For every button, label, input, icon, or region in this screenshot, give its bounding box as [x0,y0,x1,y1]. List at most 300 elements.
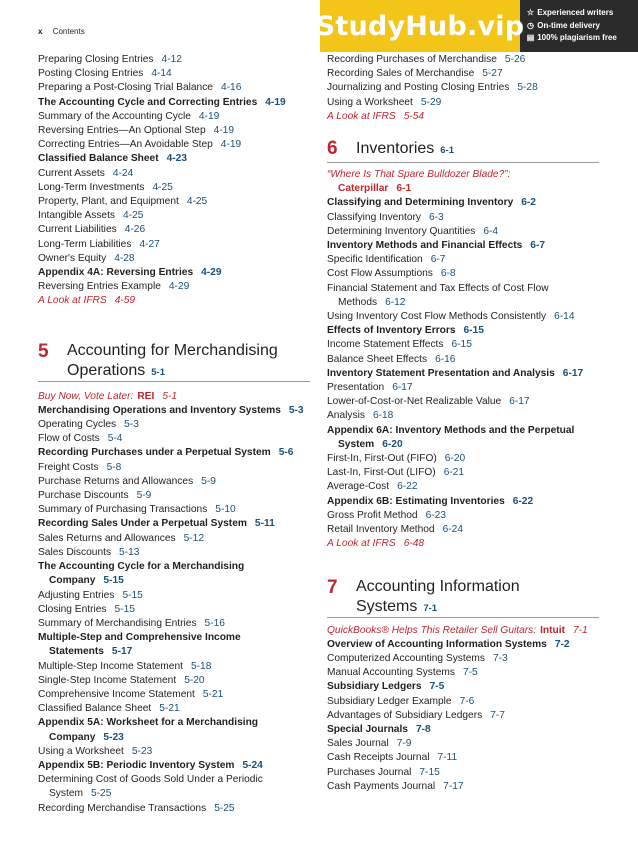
toc-entry-page: 5-15 [103,575,124,587]
toc-entry-page: 5-3 [124,419,139,431]
toc-entry-title: Gross Profit Method [327,509,418,521]
toc-entry-page: 5-24 [242,759,263,771]
toc-entry-page: 5-8 [106,461,122,473]
toc-entry[interactable] [38,716,310,730]
toc-entry[interactable] [327,409,599,423]
toc-entry-title: Single-Step Income Statement [38,674,177,686]
toc-entry[interactable] [38,252,310,266]
toc-entry-page: 4-59 [114,295,136,307]
toc-entry-page: 5-17 [111,646,133,658]
toc-entry[interactable] [327,395,599,409]
toc-entry-title: Appendix 4A: Reversing Entries [38,267,194,279]
toc-entry[interactable] [38,181,310,195]
toc-entry[interactable] [38,110,310,124]
toc-entry-title: Company [49,731,96,743]
toc-entry-page: 7-15 [419,766,440,778]
toc-entry[interactable] [38,446,310,460]
toc-entry[interactable] [38,731,310,745]
toc-entry-title: Merchandising Operations and Inventory Systems [38,404,281,416]
toc-entry-title: Cost Flow Assumptions [327,268,433,280]
toc-entry[interactable] [327,438,599,452]
toc-entry[interactable] [38,53,310,67]
toc-entry-title: Adjusting Entries [38,589,115,601]
toc-entry-title: Effects of Inventory Errors [327,325,456,337]
toc-entry-page: 4-25 [123,210,144,222]
toc-entry-page: 5-18 [190,660,212,672]
toc-entry-title: Summary of Purchasing Transactions [38,504,208,516]
toc-entry-page: 6-4 [483,225,499,237]
toc-entry-page: 5-6 [278,447,294,459]
chapter6-entries [327,168,599,551]
toc-entry-page: 6-1 [396,183,412,195]
toc-entry[interactable] [327,509,599,523]
toc-entry-page: 5-4 [107,433,123,445]
toc-entry[interactable] [327,338,599,352]
toc-entry-title: Reversing Entries Example [38,281,161,293]
toc-entry-title: Computerized Accounting Systems [327,652,485,664]
toc-entry[interactable] [38,489,310,503]
toc-entry-title: Retail Inventory Method [327,524,435,536]
toc-entry-page: 5-9 [136,490,152,502]
feature-item: ◷ On-time delivery [526,20,617,33]
toc-entry[interactable] [327,751,599,765]
toc-entry-page: 6-21 [443,467,465,479]
toc-entry-title: The Accounting Cycle for a Merchandising [38,561,245,573]
toc-entry-page: 6-15 [463,325,484,337]
chapter-6-heading[interactable] [327,138,599,163]
toc-entry-title: Lower-of-Cost-or-Net Realizable Value [327,396,502,408]
toc-entry-title: Cash Payments Journal [327,780,436,792]
toc-entry-title: Recording Sales Under a Perpetual System [38,518,247,530]
toc-entry[interactable] [38,745,310,759]
toc-entry-page: 7-1 [572,624,588,636]
toc-entry-title: Inventory Methods and Financial Effects [327,240,523,252]
toc-entry-title: A Look at IFRS [38,295,107,307]
toc-entry-page: 5-26 [504,54,526,65]
toc-entry-page: 7-7 [490,709,505,721]
toc-entry-page: 6-2 [521,197,536,209]
toc-entry[interactable] [38,390,310,404]
toc-entry[interactable] [327,110,599,124]
toc-entry[interactable] [327,267,599,281]
toc-entry-title: Recording Purchases under a Perpetual System [38,447,271,459]
chapter-number: 5 [38,340,49,362]
toc-entry[interactable] [38,67,310,81]
toc-entry-title: Comprehensive Income Statement [38,688,195,700]
toc-entry[interactable] [38,517,310,531]
toc-entry-page: 6-20 [444,453,466,465]
toc-entry[interactable] [327,537,599,551]
toc-entry-title: Determining Inventory Quantities [327,225,476,237]
toc-entry-page: 7-9 [396,738,412,750]
toc-entry-title: Recording Merchandise Transactions [38,802,207,814]
toc-entry-page: 6-3 [429,211,444,223]
toc-entry-title: Posting Closing Entries [38,68,144,80]
toc-entry[interactable] [327,310,599,324]
toc-entry-title: Manual Accounting Systems [327,667,455,679]
chapter-page: 7-1 [423,602,438,614]
toc-entry-page: 5-21 [202,688,224,700]
toc-entry-page: 5-20 [184,674,205,686]
toc-entry[interactable] [38,152,310,166]
toc-entry[interactable] [38,461,310,475]
toc-entry-page: 7-5 [429,681,445,693]
toc-entry[interactable] [327,296,599,310]
toc-entry-title: Methods [338,296,378,308]
page-number: x [38,27,43,36]
toc-entry-page: 4-26 [124,224,146,236]
left-column [38,53,310,816]
toc-entry-title: Owner's Equity [38,252,107,264]
toc-entry-page: 6-12 [385,296,406,308]
toc-entry-title: Subsidiary Ledgers [327,681,422,693]
toc-entry[interactable] [38,138,310,152]
toc-entry-title: Statements [49,646,104,658]
toc-entry[interactable] [327,196,599,210]
toc-entry-title: Specific Identification [327,254,423,266]
toc-entry-page: 5-29 [420,96,442,108]
toc-entry-page: 4-19 [213,125,235,137]
toc-entry[interactable] [327,624,599,638]
toc-entry-page: 4-12 [161,54,182,65]
toc-entry[interactable] [38,759,310,773]
toc-entry-company: Intuit [540,624,565,636]
toc-entry-page: 6-23 [425,509,446,521]
toc-entry-page: 6-20 [382,438,403,450]
toc-entry[interactable] [327,680,599,694]
toc-entry[interactable] [38,404,310,418]
toc-entry[interactable] [327,211,599,225]
feature-item: ☆ Experienced writers [526,7,617,20]
toc-entry[interactable] [38,432,310,446]
toc-entry-page: 7-6 [459,695,475,707]
toc-entry-page: 6-17 [509,396,530,408]
toc-entry[interactable] [327,253,599,267]
studyhub-banner[interactable] [315,0,638,52]
toc-entry-title: Using a Worksheet [38,745,124,757]
toc-entry-title: Inventory Statement Presentation and Analysis [327,367,555,379]
toc-entry-page: 7-3 [492,652,508,664]
toc-entry-title: Purchase Returns and Allowances [38,475,194,487]
toc-entry[interactable] [327,737,599,751]
toc-entry-page: 5-23 [103,731,124,743]
toc-entry-page: 7-5 [462,667,478,679]
chapter7-entries [327,624,599,794]
toc-entry-title: Classifying Inventory [327,211,421,223]
toc-entry-page: 5-21 [159,703,180,715]
toc-entry-page: 6-48 [403,538,425,550]
toc-entry-page: 6-17 [392,382,413,394]
toc-entry-title: Closing Entries [38,603,107,615]
toc-entry-page: 4-14 [151,68,172,80]
toc-entry[interactable] [327,367,599,381]
toc-entry-page: 4-29 [168,281,190,293]
toc-entry-title: Reversing Entries—An Optional Step [38,125,206,137]
toc-entry[interactable] [327,424,599,438]
toc-entry-title: Preparing Closing Entries [38,54,154,65]
toc-entry-title: Sales Discounts [38,546,112,558]
toc-entry[interactable] [327,695,599,709]
toc-entry-page: 5-13 [119,546,140,558]
toc-entry-title: Company [49,575,96,587]
toc-entry-page: 5-27 [482,68,503,80]
toc-entry-page: 5-9 [201,475,216,487]
toc-entry[interactable] [38,802,310,816]
toc-entry-title: Intangible Assets [38,210,116,222]
toc-entry-page: 7-17 [443,780,464,792]
toc-entry[interactable] [38,660,310,674]
toc-entry-title: Recording Purchases of Merchandise [327,54,497,65]
chapter-title: Accounting Information Systems 7-1 [356,577,520,615]
toc-entry-page: 5-3 [288,404,304,416]
toc-entry[interactable] [327,182,599,196]
toc-entry-title: Subsidiary Ledger Example [327,695,452,707]
toc-entry[interactable] [327,709,599,723]
toc-entry[interactable] [327,652,599,666]
toc-entry-title: Operating Cycles [38,419,117,431]
toc-entry[interactable] [327,666,599,680]
chapter-5-heading[interactable] [38,341,310,382]
toc-entry-title: Multiple-Step and Comprehensive Income [38,632,241,644]
toc-entry-title: Last-In, First-Out (LIFO) [327,467,436,479]
toc-entry-page: 4-25 [186,196,208,208]
toc-entry-title: Appendix 5A: Worksheet for a Merchandising [38,717,259,729]
toc-entry[interactable] [38,81,310,95]
toc-entry-page: 6-14 [554,311,575,323]
toc-entry-title: Purchases Journal [327,766,412,778]
toc-entry-page: 6-22 [397,481,418,493]
toc-entry[interactable] [38,294,310,308]
toc-entry-title: Current Liabilities [38,224,117,236]
toc-entry-title: Recording Sales of Merchandise [327,68,475,80]
toc-entry-title: Appendix 5B: Periodic Inventory System [38,759,235,771]
toc-entry-page: 5-15 [114,603,135,615]
chapter-title: Inventories 6-1 [356,140,454,158]
toc-entry-title: Long-Term Investments [38,181,145,193]
document-icon: ▤ [526,33,535,43]
toc-entry-title: Analysis [327,410,365,422]
toc-entry-title: Classified Balance Sheet [38,153,159,165]
toc-entry-title: Balance Sheet Effects [327,353,428,365]
toc-entry[interactable] [38,124,310,138]
toc-entry-title: A Look at IFRS [327,110,396,122]
toc-entry-page: 4-19 [198,110,220,122]
toc-entry-page: 4-24 [112,167,134,179]
toc-entry-page: 4-19 [220,139,242,151]
toc-entry[interactable] [327,723,599,737]
toc-entry-page: 5-15 [122,589,143,601]
toc-entry-title: A Look at IFRS [327,538,396,550]
toc-entry-title: Using Inventory Cost Flow Methods Consistently [327,311,547,323]
toc-entry-title: Sales Returns and Allowances [38,532,176,544]
toc-entry-title: System [49,788,83,800]
toc-entry-title: Using a Worksheet [327,96,413,108]
toc-entry-page: 6-24 [442,524,463,536]
toc-entry-title: Summary of Merchandising Entries [38,617,197,629]
toc-entry[interactable] [327,480,599,494]
chapter-number: 6 [327,138,338,160]
toc-entry-page: 7-8 [415,723,431,735]
toc-entry-title: Multiple-Step Income Statement [38,660,183,672]
feature-item: ▤ 100% plagiarism free [526,32,617,45]
toc-entry-title: QuickBooks® Helps This Retailer Sell Guitars: [327,624,537,636]
toc-entry[interactable] [327,239,599,253]
chapter-page: 5-1 [151,366,165,378]
toc-entry-page: 4-29 [201,267,222,279]
toc-entry[interactable] [327,282,599,296]
right-column [327,53,599,794]
toc-entry[interactable] [327,225,599,239]
toc-entry[interactable] [327,353,599,367]
toc-entry-page: 4-16 [220,82,242,94]
toc-entry[interactable] [38,589,310,603]
toc-entry[interactable] [38,688,310,702]
toc-entry-title: Income Statement Effects [327,339,444,351]
toc-entry-title: Preparing a Post-Closing Trial Balance [38,82,213,94]
toc-entry-page: 6-7 [530,240,546,252]
chapter-title: Accounting for Merchandising Operations 5-1 [67,341,278,379]
toc-entry-title: Financial Statement and Tax Effects of Cost Flow [327,282,549,294]
chapter5-continued-entries [327,53,599,124]
toc-entry[interactable] [327,466,599,480]
page-header [38,27,85,36]
toc-entry[interactable] [38,280,310,294]
toc-entry-title: “Where Is That Spare Bulldozer Blade?”: [327,169,511,181]
toc-entry-title: Property, Plant, and Equipment [38,196,179,208]
toc-entry[interactable] [327,638,599,652]
toc-entry[interactable] [38,787,310,801]
toc-entry[interactable] [38,195,310,209]
header-title: Contents [52,27,85,36]
toc-entry-title: Special Journals [327,723,408,735]
toc-entry[interactable] [327,324,599,338]
toc-entry[interactable] [38,773,310,787]
toc-entry-page: 5-11 [254,518,275,530]
toc-entry[interactable] [38,617,310,631]
banner-features [520,7,617,45]
toc-entry-page: 5-23 [131,745,153,757]
toc-entry[interactable] [38,266,310,280]
toc-entry-page: 6-8 [440,268,456,280]
toc-entry-title: Overview of Accounting Information Systems [327,638,547,650]
toc-entry[interactable] [327,53,599,67]
toc-entry[interactable] [38,702,310,716]
toc-entry-title: Presentation [327,382,385,394]
toc-entry[interactable] [327,523,599,537]
toc-entry[interactable] [38,603,310,617]
toc-entry-page: 6-22 [512,495,534,507]
toc-entry-title: Advantages of Subsidiary Ledgers [327,709,483,721]
toc-entry-title: Caterpillar [338,183,389,195]
toc-entry-title: Classifying and Determining Inventory [327,197,514,209]
toc-entry-page: 5-25 [214,802,235,814]
toc-entry-title: Cash Receipts Journal [327,752,430,764]
toc-entry-title: Current Assets [38,167,105,179]
toc-entry-page: 5-54 [403,110,425,122]
toc-entry[interactable] [38,574,310,588]
toc-entry[interactable] [38,223,310,237]
toc-entry[interactable] [38,418,310,432]
toc-entry[interactable] [327,766,599,780]
toc-entry-page: 7-11 [437,752,458,764]
toc-entry-title: Determining Cost of Goods Sold Under a Periodic [38,774,263,786]
chapter-number: 7 [327,576,338,598]
toc-entry[interactable] [38,560,310,574]
toc-entry[interactable] [38,546,310,560]
toc-entry[interactable] [327,780,599,794]
star-icon: ☆ [526,8,535,18]
toc-entry-page: 5-28 [517,82,538,94]
toc-entry-page: 5-10 [215,504,236,516]
chapter5-entries [38,390,310,816]
toc-entry-page: 6-15 [451,339,472,351]
toc-entry-title: Long-Term Liabilities [38,238,132,250]
toc-entry-title: Appendix 6A: Inventory Methods and the Perpetual [327,424,575,436]
toc-entry-page: 4-19 [265,96,286,108]
toc-entry[interactable] [38,238,310,252]
toc-entry[interactable] [38,532,310,546]
toc-entry-page: 4-23 [166,153,187,165]
toc-entry-page: 4-27 [139,238,160,250]
toc-entry-page: 5-1 [162,390,178,402]
toc-entry-title: Appendix 6B: Estimating Inventories [327,495,505,507]
toc-entry-page: 6-16 [435,353,456,365]
toc-entry[interactable] [327,381,599,395]
toc-entry-title: Average-Cost [327,481,390,493]
toc-entry-title: Summary of the Accounting Cycle [38,110,191,122]
toc-entry[interactable] [38,631,310,645]
studyhub-logo[interactable]: StudyHub.vip [320,0,520,52]
toc-entry[interactable] [38,645,310,659]
toc-entry[interactable] [38,475,310,489]
toc-entry[interactable] [327,81,599,95]
toc-entry[interactable] [327,67,599,81]
toc-entry-page: 4-28 [114,252,135,264]
toc-entry[interactable] [327,96,599,110]
toc-entry-page: 5-25 [90,788,112,800]
toc-entry[interactable] [38,503,310,517]
chapter-page: 6-1 [440,145,454,157]
toc-entry-title: First-In, First-Out (FIFO) [327,453,437,465]
toc-entry-title: Journalizing and Posting Closing Entries [327,82,510,94]
toc-entry[interactable] [327,168,599,182]
toc-entry-page: 7-2 [554,638,570,650]
toc-entry-page: 6-17 [562,367,584,379]
toc-entry[interactable] [38,209,310,223]
toc-entry-company: REI [137,390,155,402]
toc-entry-page: 4-25 [152,181,173,193]
clock-icon: ◷ [527,20,534,30]
toc-entry-title: Buy Now, Vote Later: [38,390,134,402]
toc-entry-title: The Accounting Cycle and Correcting Entries [38,96,258,108]
chapter4-entries [38,53,310,309]
toc-entry-title: Correcting Entries—An Avoidable Step [38,139,213,151]
toc-entry-title: Sales Journal [327,738,389,750]
toc-entry-title: Flow of Costs [38,433,100,445]
toc-entry-page: 6-7 [430,254,446,266]
toc-entry[interactable] [38,674,310,688]
toc-entry-title: System [338,438,375,450]
toc-entry[interactable] [327,452,599,466]
toc-entry[interactable] [38,167,310,181]
toc-entry[interactable] [327,495,599,509]
toc-entry[interactable] [38,96,310,110]
toc-entry-title: Classified Balance Sheet [38,703,152,715]
chapter-7-heading[interactable] [327,577,599,618]
toc-entry-title: Purchase Discounts [38,490,129,502]
toc-entry-page: 6-18 [372,410,394,422]
toc-entry-page: 5-16 [204,617,225,629]
